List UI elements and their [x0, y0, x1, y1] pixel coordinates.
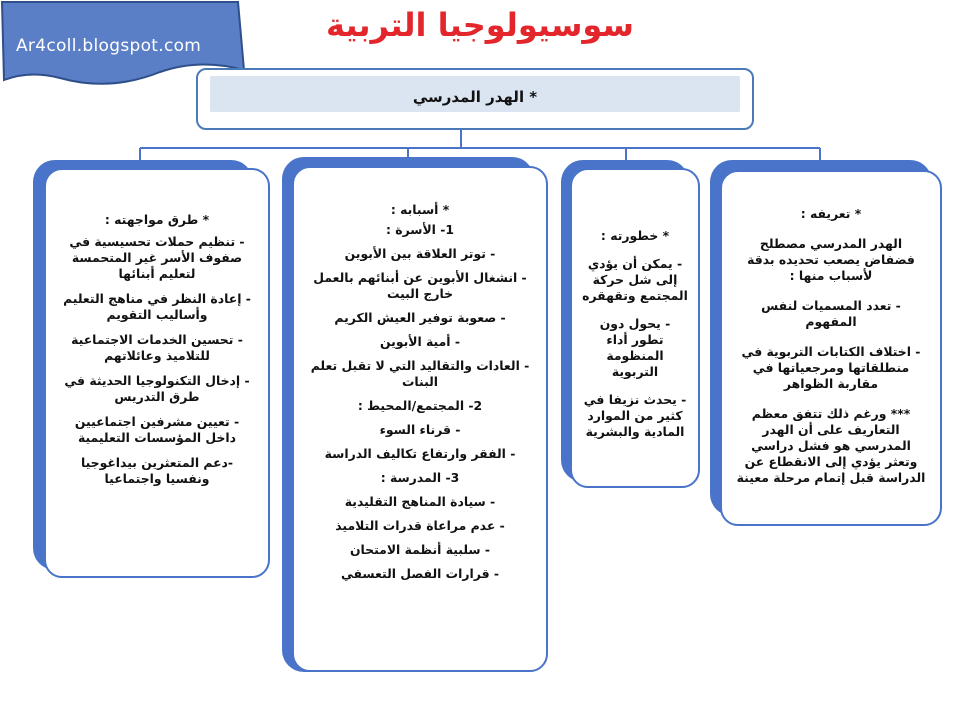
causes-item: 2- المجتمع/المحيط :	[357, 398, 483, 413]
causes-item: - العادات والتقاليد التي لا تقبل تعلم البنات	[310, 358, 530, 389]
causes-item: - قرارات الفصل التعسفي	[340, 566, 500, 581]
remedies-item: - تحسين الخدمات الاجتماعية للتلاميذ وعائلاتهم	[71, 332, 243, 363]
definition-item: *** ورغم ذلك تتفق معظم التعاريف على أن الهدر المدرسي هو فشل دراسي وتعثر يؤدي إلى الانقطاع عن الدراسة قبل إتمام مرحلة معينة	[736, 406, 926, 485]
definition-list	[722, 206, 940, 486]
causes-item: - سلبية أنظمة الامتحان	[349, 542, 491, 557]
root-label: * الهدر المدرسي	[412, 88, 538, 106]
remedies-heading: * طرق مواجهته :	[104, 212, 210, 227]
remedies-item: - تعيين مشرفين اجتماعيين داخل المؤسسات التعليمية	[74, 414, 240, 445]
causes-list	[294, 202, 546, 582]
definition-item: - اختلاف الكتابات التربوية في منطلقاتها ومرجعياتها في مقاربة الظواهر	[741, 344, 921, 391]
causes-item: - الفقر وارتفاع تكاليف الدراسة	[324, 446, 516, 461]
danger-card	[570, 168, 700, 488]
causes-heading: * أسبابه :	[390, 202, 450, 217]
causes-item: - سيادة المناهج التقليدية	[344, 494, 496, 509]
danger-item: - يمكن أن يؤدي إلى شل حركة المجتمع وتقهقره	[582, 256, 688, 303]
remedies-card	[44, 168, 270, 578]
danger-item: - يحدث نزيفا في كثير من الموارد المادية والبشرية	[583, 392, 687, 439]
causes-item: - قرناء السوء	[379, 422, 461, 437]
causes-card	[292, 166, 548, 672]
causes-item: - عدم مراعاة قدرات التلاميذ	[335, 518, 505, 533]
causes-item: - انشغال الأبوين عن أبنائهم بالعمل خارج البيت	[313, 270, 527, 301]
remedies-item: - إدخال التكنولوجيا الحديثة في طرق التدريس	[64, 373, 250, 404]
remedies-item: -دعم المتعثرين بيداغوجيا ونفسيا واجتماعيا	[80, 455, 234, 486]
definition-heading: * تعريفه :	[800, 206, 862, 221]
causes-item: - أمية الأبوين	[380, 334, 460, 349]
remedies-item: - تنظيم حملات تحسيسية في صفوف الأسر غير المتحمسة لتعليم أبنائها	[69, 234, 245, 281]
banner-text: Ar4coll.blogspot.com	[16, 36, 202, 56]
definition-card	[720, 170, 942, 526]
danger-list	[572, 228, 698, 440]
page-title: سوسيولوجيا التربية	[326, 6, 634, 44]
danger-item: - يحول دون تطور أداء المنظومة التربوية	[599, 316, 671, 379]
definition-item: - تعدد المسميات لنفس المفهوم	[761, 298, 901, 329]
remedies-list	[46, 212, 268, 487]
causes-item: 1- الأسرة :	[385, 222, 455, 237]
danger-heading: * خطورته :	[600, 228, 670, 243]
causes-item: - صعوبة توفير العيش الكريم	[334, 310, 506, 325]
causes-item: 3- المدرسة :	[380, 470, 460, 485]
causes-item: - توتر العلاقة بين الأبوين	[344, 246, 496, 261]
definition-item: الهدر المدرسي مصطلح فضفاض يصعب تحديده بدقة لأسباب منها :	[747, 236, 915, 283]
remedies-item: - إعادة النظر في مناهج التعليم وأساليب التقويم	[63, 291, 251, 322]
